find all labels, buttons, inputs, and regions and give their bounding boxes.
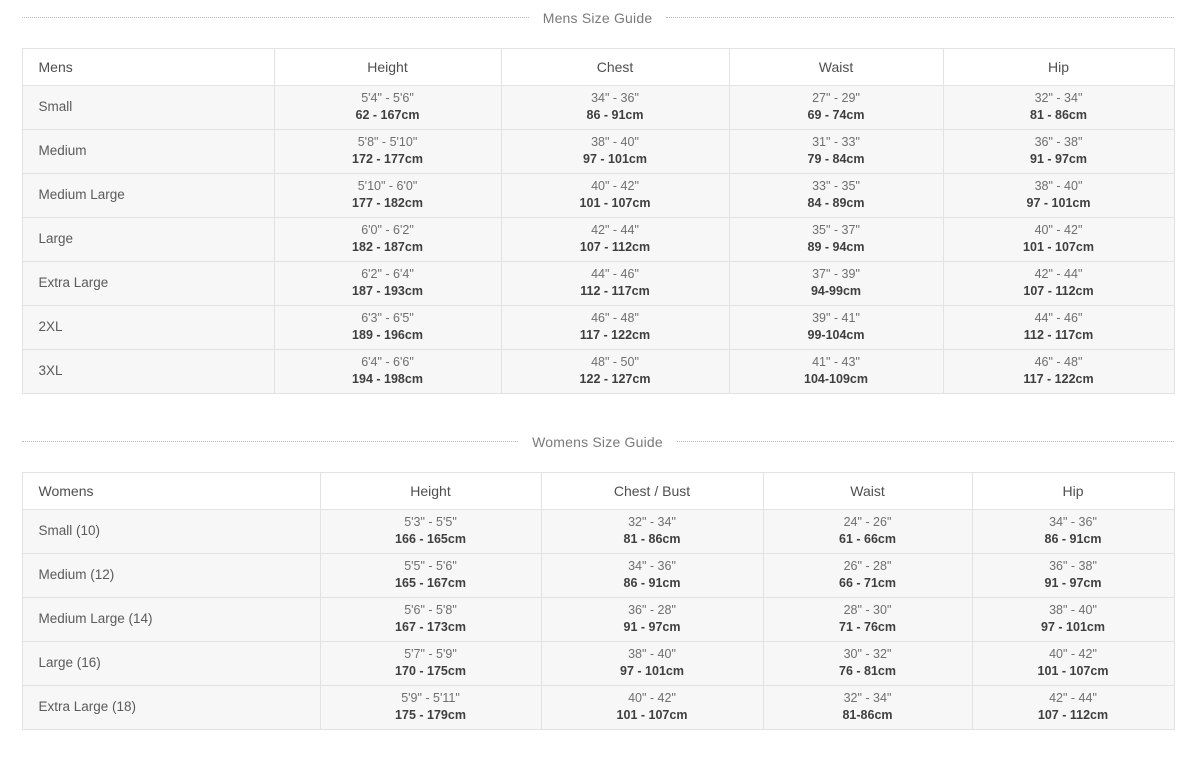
cell-height	[274, 130, 501, 174]
value-cm: 175 - 179cm	[395, 708, 466, 722]
value-cm: 170 - 175cm	[395, 664, 466, 678]
value-cm: 66 - 71cm	[839, 576, 896, 590]
cell-height	[320, 642, 541, 686]
table-row	[22, 686, 1174, 730]
value-inches: 38" - 40"	[591, 135, 639, 150]
cell-hip	[972, 510, 1174, 554]
cell-waist	[729, 86, 943, 130]
womens-table-wrap	[22, 472, 1174, 730]
row-label: Medium	[22, 130, 274, 174]
value-inches: 26" - 28"	[843, 559, 892, 574]
cell-chest	[501, 262, 729, 306]
cell-hip	[943, 306, 1174, 350]
value-cm: 86 - 91cm	[623, 576, 681, 590]
value-cm: 177 - 182cm	[352, 196, 423, 210]
value-cm: 166 - 165cm	[395, 532, 466, 546]
column-header-hip: Hip	[943, 49, 1174, 86]
value-inches: 36" - 28"	[628, 603, 676, 618]
row-label: 2XL	[22, 306, 274, 350]
cell-waist	[729, 218, 943, 262]
mens-section-title: Mens Size Guide	[542, 10, 653, 26]
value-cm: 69 - 74cm	[807, 108, 865, 122]
value-cm: 117 - 122cm	[579, 328, 651, 342]
value-inches: 5'4" - 5'6"	[361, 91, 414, 106]
table-row	[22, 598, 1174, 642]
value-cm: 122 - 127cm	[579, 372, 651, 386]
value-cm: 91 - 97cm	[1044, 576, 1102, 590]
cell-chest-bust	[541, 598, 763, 642]
cell-chest-bust	[541, 686, 763, 730]
column-header-height: Height	[274, 49, 501, 86]
value-cm: 76 - 81cm	[839, 664, 896, 678]
value-cm: 165 - 167cm	[395, 576, 466, 590]
row-label: Small (10)	[22, 510, 320, 554]
womens-section-divider	[22, 424, 1174, 450]
row-label: Extra Large	[22, 262, 274, 306]
value-cm: 117 - 122cm	[1023, 372, 1094, 386]
value-cm: 89 - 94cm	[807, 240, 865, 254]
value-cm: 81-86cm	[842, 708, 893, 722]
mens-size-table	[22, 48, 1175, 394]
row-label: Large	[22, 218, 274, 262]
value-inches: 5'6" - 5'8"	[404, 603, 457, 618]
value-cm: 81 - 86cm	[623, 532, 681, 546]
value-inches: 34" - 36"	[591, 91, 639, 106]
value-inches: 38" - 40"	[628, 647, 676, 662]
value-cm: 107 - 112cm	[1023, 284, 1094, 298]
section-spacer	[0, 394, 1195, 424]
table-row	[22, 510, 1174, 554]
cell-waist	[763, 642, 972, 686]
cell-hip	[943, 350, 1174, 394]
value-inches: 5'7" - 5'9"	[404, 647, 457, 662]
cell-chest	[501, 130, 729, 174]
cell-waist	[763, 598, 972, 642]
value-cm: 104-109cm	[804, 372, 868, 386]
cell-height	[274, 306, 501, 350]
table-row	[22, 642, 1174, 686]
value-cm: 112 - 117cm	[1023, 328, 1094, 342]
value-cm: 71 - 76cm	[839, 620, 896, 634]
value-cm: 94-99cm	[810, 284, 862, 298]
value-inches: 48" - 50"	[591, 355, 639, 370]
cell-chest-bust	[541, 510, 763, 554]
row-label: Extra Large (18)	[22, 686, 320, 730]
value-cm: 97 - 101cm	[1041, 620, 1105, 634]
cell-chest-bust	[541, 554, 763, 598]
value-inches: 36" - 38"	[1034, 135, 1083, 150]
cell-chest	[501, 174, 729, 218]
divider-rule-left	[22, 441, 519, 443]
cell-chest	[501, 86, 729, 130]
cell-hip	[943, 86, 1174, 130]
cell-waist	[729, 262, 943, 306]
column-header-height: Height	[320, 473, 541, 510]
value-inches: 37" - 39"	[812, 267, 860, 282]
cell-chest	[501, 218, 729, 262]
value-inches: 6'4" - 6'6"	[361, 355, 414, 370]
cell-hip	[943, 174, 1174, 218]
value-cm: 107 - 112cm	[1037, 708, 1109, 722]
value-inches: 6'2" - 6'4"	[361, 267, 414, 282]
mens-section-divider	[22, 0, 1174, 26]
table-row	[22, 218, 1174, 262]
mens-table-wrap	[22, 48, 1174, 394]
column-header-hip: Hip	[972, 473, 1174, 510]
value-cm: 101 - 107cm	[616, 708, 688, 722]
value-cm: 101 - 107cm	[1037, 664, 1109, 678]
value-inches: 24" - 26"	[843, 515, 892, 530]
value-inches: 32" - 34"	[628, 515, 676, 530]
divider-rule-right	[666, 17, 1173, 19]
value-cm: 97 - 101cm	[1026, 196, 1091, 210]
value-inches: 5'10" - 6'0"	[357, 179, 418, 194]
table-row	[22, 130, 1174, 174]
value-cm: 189 - 196cm	[352, 328, 423, 342]
value-cm: 101 - 107cm	[1023, 240, 1094, 254]
value-inches: 41" - 43"	[812, 355, 860, 370]
value-cm: 167 - 173cm	[395, 620, 466, 634]
value-cm: 99-104cm	[807, 328, 865, 342]
cell-waist	[763, 554, 972, 598]
cell-chest-bust	[541, 642, 763, 686]
table-row	[22, 554, 1174, 598]
divider-rule-right	[677, 441, 1174, 443]
value-inches: 6'0" - 6'2"	[361, 223, 414, 238]
cell-hip	[972, 554, 1174, 598]
row-label: Small	[22, 86, 274, 130]
column-header-waist: Waist	[729, 49, 943, 86]
value-cm: 79 - 84cm	[807, 152, 865, 166]
row-label: Large (16)	[22, 642, 320, 686]
row-label: Medium Large (14)	[22, 598, 320, 642]
value-inches: 40" - 42"	[1034, 223, 1083, 238]
cell-height	[274, 350, 501, 394]
cell-waist	[763, 510, 972, 554]
value-cm: 62 - 167cm	[355, 108, 420, 122]
cell-hip	[972, 642, 1174, 686]
cell-height	[320, 510, 541, 554]
table-header-row	[22, 473, 1174, 510]
value-inches: 31" - 33"	[812, 135, 860, 150]
cell-height	[320, 686, 541, 730]
cell-hip	[972, 686, 1174, 730]
cell-height	[320, 554, 541, 598]
value-cm: 182 - 187cm	[352, 240, 423, 254]
value-inches: 38" - 40"	[1034, 179, 1083, 194]
value-cm: 172 - 177cm	[352, 152, 423, 166]
value-inches: 44" - 46"	[1034, 311, 1083, 326]
value-cm: 194 - 198cm	[352, 372, 423, 386]
cell-waist	[763, 686, 972, 730]
row-label: 3XL	[22, 350, 274, 394]
value-inches: 5'5" - 5'6"	[404, 559, 457, 574]
cell-hip	[972, 598, 1174, 642]
value-inches: 46" - 48"	[591, 311, 639, 326]
cell-chest	[501, 350, 729, 394]
column-header-womens: Womens	[22, 473, 320, 510]
value-cm: 81 - 86cm	[1030, 108, 1087, 122]
cell-waist	[729, 130, 943, 174]
value-inches: 5'8" - 5'10"	[357, 135, 418, 150]
value-inches: 42" - 44"	[591, 223, 639, 238]
cell-hip	[943, 262, 1174, 306]
value-inches: 39" - 41"	[812, 311, 860, 326]
cell-height	[320, 598, 541, 642]
value-inches: 27" - 29"	[812, 91, 860, 106]
value-inches: 5'3" - 5'5"	[404, 515, 457, 530]
cell-hip	[943, 130, 1174, 174]
table-header-row	[22, 49, 1174, 86]
value-cm: 107 - 112cm	[579, 240, 651, 254]
table-row	[22, 350, 1174, 394]
womens-section-title: Womens Size Guide	[532, 434, 663, 450]
value-inches: 34" - 36"	[628, 559, 676, 574]
table-row	[22, 262, 1174, 306]
value-cm: 91 - 97cm	[1030, 152, 1087, 166]
value-inches: 32" - 34"	[843, 691, 892, 706]
column-header-mens: Mens	[22, 49, 274, 86]
value-inches: 46" - 48"	[1034, 355, 1083, 370]
value-inches: 38" - 40"	[1049, 603, 1097, 618]
value-cm: 91 - 97cm	[623, 620, 681, 634]
value-cm: 101 - 107cm	[579, 196, 651, 210]
column-header-waist: Waist	[763, 473, 972, 510]
table-row	[22, 306, 1174, 350]
cell-height	[274, 218, 501, 262]
divider-rule-left	[22, 17, 529, 19]
value-inches: 44" - 46"	[591, 267, 639, 282]
value-inches: 42" - 44"	[1049, 691, 1097, 706]
value-inches: 42" - 44"	[1034, 267, 1083, 282]
cell-height	[274, 174, 501, 218]
value-inches: 33" - 35"	[812, 179, 860, 194]
value-cm: 86 - 91cm	[586, 108, 644, 122]
value-inches: 30" - 32"	[843, 647, 892, 662]
cell-height	[274, 262, 501, 306]
value-inches: 5'9" - 5'11"	[401, 691, 460, 706]
table-row	[22, 86, 1174, 130]
cell-height	[274, 86, 501, 130]
table-row	[22, 174, 1174, 218]
cell-chest	[501, 306, 729, 350]
value-cm: 112 - 117cm	[580, 284, 650, 298]
value-cm: 84 - 89cm	[807, 196, 865, 210]
value-cm: 86 - 91cm	[1044, 532, 1102, 546]
value-inches: 6'3" - 6'5"	[361, 311, 414, 326]
value-inches: 40" - 42"	[628, 691, 676, 706]
row-label: Medium Large	[22, 174, 274, 218]
value-inches: 40" - 42"	[1049, 647, 1097, 662]
value-cm: 97 - 101cm	[620, 664, 684, 678]
row-label: Medium (12)	[22, 554, 320, 598]
cell-hip	[943, 218, 1174, 262]
column-header-chest-bust: Chest / Bust	[541, 473, 763, 510]
column-header-chest: Chest	[501, 49, 729, 86]
value-inches: 28" - 30"	[843, 603, 892, 618]
value-inches: 32" - 34"	[1034, 91, 1083, 106]
value-cm: 97 - 101cm	[583, 152, 647, 166]
womens-size-table	[22, 472, 1175, 730]
value-cm: 187 - 193cm	[352, 284, 423, 298]
cell-waist	[729, 174, 943, 218]
value-inches: 35" - 37"	[812, 223, 860, 238]
value-cm: 61 - 66cm	[839, 532, 896, 546]
value-inches: 40" - 42"	[591, 179, 639, 194]
value-inches: 36" - 38"	[1049, 559, 1097, 574]
cell-waist	[729, 350, 943, 394]
cell-waist	[729, 306, 943, 350]
value-inches: 34" - 36"	[1049, 515, 1097, 530]
